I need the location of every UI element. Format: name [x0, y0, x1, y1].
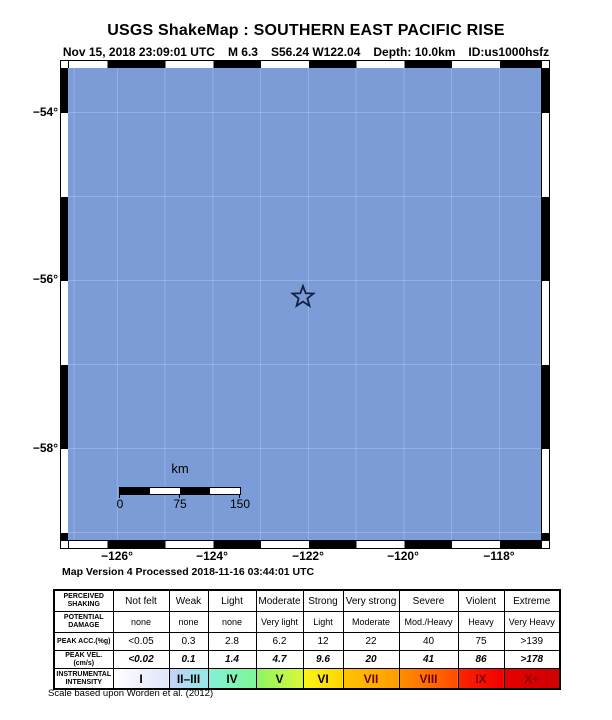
legend-row-peak-vel	[54, 651, 560, 669]
legend-cell: 12	[303, 633, 343, 651]
legend-cell: Severe	[399, 590, 458, 612]
legend-cell: 22	[343, 633, 399, 651]
legend-cell: 2.8	[208, 633, 256, 651]
event-magnitude: M 6.3	[227, 45, 258, 59]
scalebar-tick-label: 0	[116, 497, 124, 511]
legend-cell: none	[169, 612, 208, 633]
lon-tick-label: −120°	[387, 549, 419, 563]
lon-tick-label: −122°	[292, 549, 324, 563]
legend-cell: none	[113, 612, 169, 633]
legend-row-label: POTENTIAL DAMAGE	[54, 612, 113, 633]
legend-cell: <0.05	[113, 633, 169, 651]
legend-cell: >139	[504, 633, 560, 651]
intensity-cell: IX	[458, 669, 504, 690]
intensity-cell: V	[256, 669, 303, 690]
legend-cell: Moderate	[343, 612, 399, 633]
legend-cell: Heavy	[458, 612, 504, 633]
legend-row-label: PEAK VEL.(cm/s)	[54, 651, 113, 669]
page-title: USGS ShakeMap : SOUTHERN EAST PACIFIC RISE	[107, 22, 505, 39]
legend-row-label: INSTRUMENTAL INTENSITY	[54, 669, 113, 690]
legend-cell: Light	[303, 612, 343, 633]
legend-cell: Extreme	[504, 590, 560, 612]
legend-cell: 9.6	[303, 651, 343, 669]
legend-row-perceived-shaking	[54, 590, 560, 612]
legend-row-peak-acc	[54, 633, 560, 651]
map-frame-corner	[60, 540, 69, 549]
lon-tick-label: −126°	[101, 549, 133, 563]
scalebar	[119, 487, 241, 495]
map-frame-corner	[541, 60, 550, 69]
legend-footnote: Scale based upon Worden et al. (2012)	[48, 688, 214, 699]
legend-cell: 0.1	[169, 651, 208, 669]
legend-cell: 86	[458, 651, 504, 669]
intensity-cell: VIII	[399, 669, 458, 690]
legend-cell: Very Heavy	[504, 612, 560, 633]
legend-row-label: PEAK ACC.(%g)	[54, 633, 113, 651]
legend-cell: 20	[343, 651, 399, 669]
legend-cell: Very light	[256, 612, 303, 633]
legend-cell: 41	[399, 651, 458, 669]
legend-cell: 75	[458, 633, 504, 651]
legend-cell: Violent	[458, 590, 504, 612]
legend-cell: <0.02	[113, 651, 169, 669]
intensity-cell: II–III	[169, 669, 208, 690]
legend-cell: 1.4	[208, 651, 256, 669]
legend-cell: Weak	[169, 590, 208, 612]
event-datetime: Nov 15, 2018 23:09:01 UTC	[62, 45, 215, 59]
intensity-cell: IV	[208, 669, 256, 690]
legend-cell: 6.2	[256, 633, 303, 651]
legend-cell: Very strong	[343, 590, 399, 612]
intensity-cell: I	[113, 669, 169, 690]
lon-tick-label: −118°	[483, 549, 515, 563]
lat-tick-label: −58°	[32, 441, 58, 455]
scalebar-tick-label: 150	[229, 497, 251, 511]
map-version-line: Map Version 4 Processed 2018-11-16 03:44:01 UTC	[62, 566, 315, 578]
event-summary-line	[0, 45, 612, 59]
legend-cell: none	[208, 612, 256, 633]
scalebar-unit-label: km	[171, 461, 189, 476]
map-frame-right	[541, 60, 550, 549]
legend-row-instrumental-intensity	[54, 669, 560, 690]
event-location: S56.24 W122.04	[270, 45, 361, 59]
lat-tick-label: −56°	[32, 272, 58, 286]
event-depth: Depth: 10.0km	[373, 45, 456, 59]
legend-cell: >178	[504, 651, 560, 669]
legend-row-potential-damage	[54, 612, 560, 633]
intensity-cell: VI	[303, 669, 343, 690]
legend-cell: 40	[399, 633, 458, 651]
legend-cell: Light	[208, 590, 256, 612]
scalebar-tick-label: 75	[173, 497, 187, 511]
legend-cell: 4.7	[256, 651, 303, 669]
lat-tick-label: −54°	[32, 105, 58, 119]
map-frame-corner	[541, 540, 550, 549]
legend-row-label: PERCEIVED SHAKING	[54, 590, 113, 612]
legend-cell: Strong	[303, 590, 343, 612]
epicenter-star-icon	[290, 284, 316, 310]
intensity-cell: X+	[504, 669, 560, 690]
legend-cell: 0.3	[169, 633, 208, 651]
intensity-cell: VII	[343, 669, 399, 690]
lon-tick-label: −124°	[196, 549, 228, 563]
map-frame-bottom	[60, 540, 550, 549]
legend-cell: Moderate	[256, 590, 303, 612]
intensity-legend-table	[53, 589, 561, 690]
legend-cell: Not felt	[113, 590, 169, 612]
event-id: ID:us1000hsfz	[468, 45, 550, 59]
legend-cell: Mod./Heavy	[399, 612, 458, 633]
